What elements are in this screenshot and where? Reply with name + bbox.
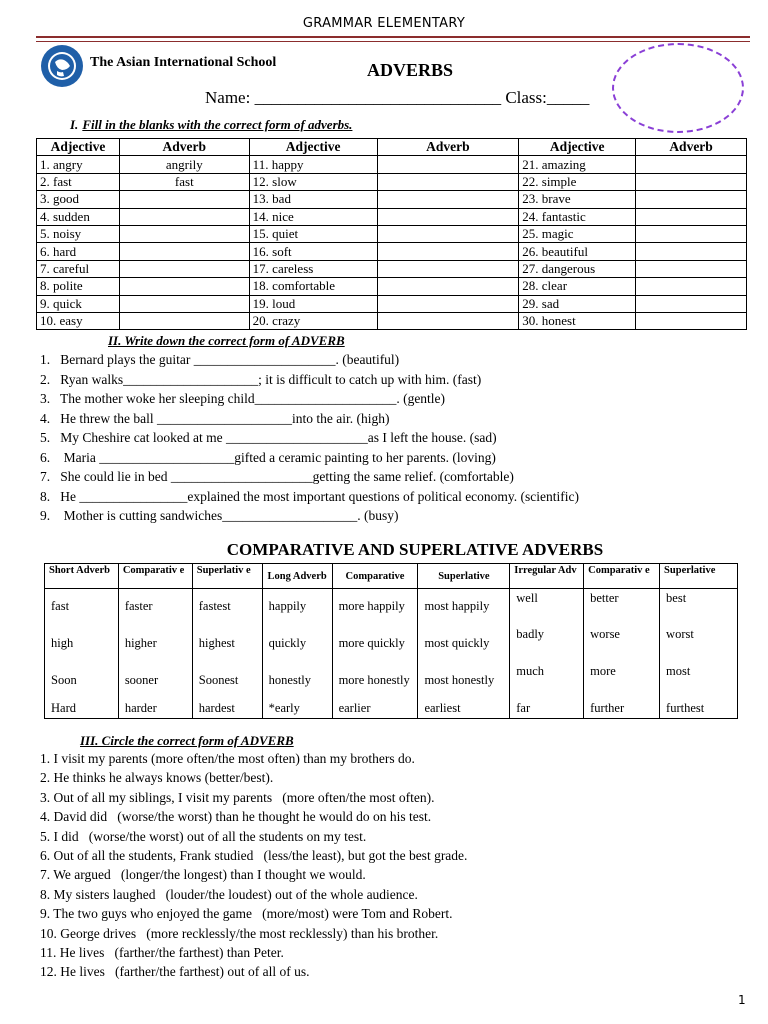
comparative-cell: earliest	[418, 699, 510, 719]
exercise-item: 1. Bernard plays the guitar _____________________. (beautiful)	[40, 352, 400, 367]
exercise-item: 3. Out of all my siblings, I visit my parents (more often/the most often).	[40, 789, 435, 805]
name-class-line: Name: _____________________________ Class:_____	[205, 88, 590, 107]
comparative-cell: worse	[584, 625, 660, 662]
adjective-cell: 3. good	[37, 191, 120, 208]
comparative-cell: more honestly	[332, 662, 418, 699]
adjective-cell: 28. clear	[519, 278, 636, 295]
exercise-item: 6. Out of all the students, Frank studied (less/the least), but got the best grade.	[40, 847, 468, 863]
adverb-cell[interactable]	[377, 156, 519, 173]
adjective-cell: 9. quick	[37, 295, 120, 312]
adverb-cell[interactable]	[119, 191, 249, 208]
column-header: Adverb	[636, 139, 747, 156]
adjective-cell: 1. angry	[37, 156, 120, 173]
exercise-item: 8. My sisters laughed (louder/the loudest) out of the whole audience.	[40, 886, 418, 902]
header-title: GRAMMAR ELEMENTARY	[302, 16, 466, 31]
adjective-cell: 17. careless	[249, 260, 377, 277]
header-rule-thin	[36, 41, 750, 42]
exercise-item: 4. He threw the ball ____________________into the air. (high)	[40, 410, 390, 426]
adjective-cell: 25. magic	[519, 225, 636, 242]
column-header: Superlative	[418, 564, 510, 589]
photo-oval	[612, 43, 744, 133]
table-row	[37, 260, 747, 277]
section1-title	[70, 116, 352, 134]
adjective-cell: 18. comfortable	[249, 278, 377, 295]
table-row	[45, 662, 738, 699]
exercise-item: 10. George drives (more recklessly/the most recklessly) than his brother.	[40, 925, 439, 941]
comparative-cell: fast	[45, 589, 119, 625]
adverb-cell[interactable]	[636, 225, 747, 242]
table-row	[45, 699, 738, 719]
school-name: The Asian International School	[90, 55, 277, 70]
comparative-cell: happily	[262, 589, 332, 625]
adjective-cell: 26. beautiful	[519, 243, 636, 260]
column-header: Adjective	[37, 139, 120, 156]
column-header: Irregular Adv	[510, 564, 584, 589]
exercise-item: 4. David did (worse/the worst) than he thought he would do on his test.	[40, 809, 432, 825]
column-header: Adverb	[377, 139, 519, 156]
comparative-cell: badly	[510, 625, 584, 662]
adverb-cell[interactable]: angrily	[119, 156, 249, 173]
table-row	[45, 625, 738, 662]
adverb-cell[interactable]	[377, 295, 519, 312]
comparative-cell: furthest	[666, 700, 705, 715]
comparative-cell: far	[510, 699, 584, 719]
comparative-cell: high	[45, 625, 119, 662]
comparative-cell: quickly	[262, 625, 332, 662]
adjective-cell: 21. amazing	[519, 156, 636, 173]
comparative-cell: Soonest	[192, 662, 262, 699]
adverb-cell[interactable]	[377, 191, 519, 208]
comparative-cell: higher	[118, 625, 192, 662]
table-row	[37, 225, 747, 242]
table-row	[37, 156, 747, 173]
exercise-item: 5. My Cheshire cat looked at me _____________________as I left the house. (sad)	[40, 430, 497, 445]
exercise-item: 2. He thinks he always knows (better/best).	[40, 770, 274, 786]
section1-title-text: Fill in the blanks with the correct form of adverbs.	[82, 117, 353, 132]
exercise-item: 1. I visit my parents (more often/the most often) than my brothers do.	[40, 751, 415, 766]
adjective-cell: 29. sad	[519, 295, 636, 312]
adjective-cell: 5. noisy	[37, 225, 120, 242]
adverb-cell[interactable]	[119, 312, 249, 329]
comparative-cell: faster	[118, 589, 192, 625]
adverb-cell[interactable]	[377, 260, 519, 277]
comparative-cell: better	[584, 589, 660, 625]
comparative-cell: much	[510, 662, 584, 699]
comparative-cell: earlier	[332, 699, 418, 719]
adverb-cell[interactable]	[377, 173, 519, 190]
comparative-cell: worst	[666, 626, 694, 641]
adjective-cell: 7. careful	[37, 260, 120, 277]
column-header: Short Adverb	[45, 564, 119, 589]
section1-number: I.	[70, 117, 79, 132]
comparative-cell: *early	[262, 699, 332, 719]
adjective-cell: 27. dangerous	[519, 260, 636, 277]
comparative-cell: best	[666, 591, 687, 605]
adjective-cell: 4. sudden	[37, 208, 120, 225]
adjective-cell: 13. bad	[249, 191, 377, 208]
adverb-cell[interactable]	[636, 260, 747, 277]
table-row	[37, 243, 747, 260]
section3-title: III. Circle the correct form of ADVERB	[80, 733, 294, 748]
comparative-cell: hardest	[192, 699, 262, 719]
comparative-cell: harder	[118, 699, 192, 719]
exercise-item: 9. Mother is cutting sandwiches____________________. (busy)	[40, 508, 399, 523]
adjective-cell: 8. polite	[37, 278, 120, 295]
comparative-cell: more	[584, 662, 660, 699]
adjective-cell: 16. soft	[249, 243, 377, 260]
comparative-title: COMPARATIVE AND SUPERLATIVE ADVERBS	[226, 540, 604, 559]
exercise-item: 6. Maria ____________________gifted a ceramic painting to her parents. (loving)	[40, 449, 496, 465]
column-header: Adjective	[519, 139, 636, 156]
exercise-item: 7. We argued (longer/the longest) than I thought we would.	[40, 867, 366, 883]
adjective-cell: 22. simple	[519, 173, 636, 190]
exercise-item: 2. Ryan walks____________________; it is difficult to catch up with him. (fast)	[40, 371, 482, 387]
adjective-cell: 24. fantastic	[519, 208, 636, 225]
table-header-row	[45, 564, 738, 589]
table-row	[37, 278, 747, 295]
adverb-cell[interactable]	[377, 312, 519, 329]
adverb-cell[interactable]	[636, 295, 747, 312]
exercise-item: 5. I did (worse/the worst) out of all the students on my test.	[40, 828, 367, 844]
column-header: Superlative	[660, 564, 738, 589]
adjective-cell: 10. easy	[37, 312, 120, 329]
table-header-row	[37, 139, 747, 156]
comparative-cell: fastest	[192, 589, 262, 625]
comparative-cell: more happily	[332, 589, 418, 625]
adverb-cell[interactable]	[636, 312, 747, 329]
exercise-item: 8. He ________________explained the most important questions of political economy. (scientific)	[40, 488, 580, 504]
section2-exercise-list	[40, 350, 579, 526]
adverb-cell[interactable]	[119, 295, 249, 312]
adverb-cell[interactable]	[119, 243, 249, 260]
table-row	[45, 589, 738, 625]
column-header: Adjective	[249, 139, 377, 156]
adverb-cell[interactable]	[636, 173, 747, 190]
adjective-cell: 6. hard	[37, 243, 120, 260]
table-row	[37, 208, 747, 225]
comparative-table	[44, 563, 738, 719]
adverb-cell[interactable]: fast	[119, 173, 249, 190]
adverb-cell[interactable]	[377, 208, 519, 225]
comparative-cell: further	[584, 699, 660, 719]
adverb-cell[interactable]	[119, 260, 249, 277]
column-header: Comparative	[332, 564, 418, 589]
comparative-cell: honestly	[262, 662, 332, 699]
exercise-item: 3. The mother woke her sleeping child_____________________. (gentle)	[40, 391, 446, 406]
adjective-cell: 23. brave	[519, 191, 636, 208]
comparative-cell: more quickly	[332, 625, 418, 662]
adverb-cell[interactable]	[636, 208, 747, 225]
comparative-cell: well	[510, 589, 584, 625]
exercise-item: 11. He lives (farther/the farthest) than Peter.	[40, 944, 284, 960]
adverb-cell[interactable]	[119, 225, 249, 242]
adverb-cell[interactable]	[636, 156, 747, 173]
adverb-cell[interactable]	[636, 278, 747, 295]
column-header: Adverb	[119, 139, 249, 156]
adjective-cell: 2. fast	[37, 173, 120, 190]
adverb-cell[interactable]	[636, 191, 747, 208]
adjective-cell: 15. quiet	[249, 225, 377, 242]
page-number: 1	[738, 993, 746, 1007]
adjective-cell: 11. happy	[249, 156, 377, 173]
adjective-cell: 19. loud	[249, 295, 377, 312]
adjective-cell: 12. slow	[249, 173, 377, 190]
comparative-cell: most	[666, 663, 691, 678]
adjective-cell: 30. honest	[519, 312, 636, 329]
page-title: ADVERBS	[366, 60, 454, 80]
table-row	[37, 295, 747, 312]
adverb-cell[interactable]	[119, 208, 249, 225]
exercise-item: 12. He lives (farther/the farthest) out of all of us.	[40, 964, 310, 980]
exercise-item: 7. She could lie in bed _____________________getting the same relief. (comfortable)	[40, 469, 514, 484]
comparative-cell: Hard	[45, 699, 119, 719]
comparative-cell: most quickly	[418, 625, 510, 662]
section3-exercise-list	[40, 749, 467, 982]
column-header: Comparativ e	[584, 564, 660, 589]
adverb-fill-table	[36, 138, 747, 330]
adjective-cell: 20. crazy	[249, 312, 377, 329]
adverb-cell[interactable]	[119, 278, 249, 295]
adverb-cell[interactable]	[636, 243, 747, 260]
comparative-cell: most honestly	[418, 662, 510, 699]
exercise-item: 9. The two guys who enjoyed the game (more/most) were Tom and Robert.	[40, 906, 453, 922]
table-row	[37, 173, 747, 190]
comparative-cell: most happily	[418, 589, 510, 625]
table-row	[37, 312, 747, 329]
adjective-cell: 14. nice	[249, 208, 377, 225]
adverb-cell[interactable]	[377, 243, 519, 260]
column-header: Long Adverb	[262, 564, 332, 589]
header-rule	[36, 36, 750, 38]
column-header: Comparativ e	[118, 564, 192, 589]
comparative-cell: sooner	[118, 662, 192, 699]
table-row	[37, 191, 747, 208]
comparative-cell: Soon	[45, 662, 119, 699]
section2-title: II. Write down the correct form of ADVERB	[108, 333, 345, 348]
comparative-cell: highest	[192, 625, 262, 662]
adverb-cell[interactable]	[377, 278, 519, 295]
column-header: Superlativ e	[192, 564, 262, 589]
adverb-cell[interactable]	[377, 225, 519, 242]
